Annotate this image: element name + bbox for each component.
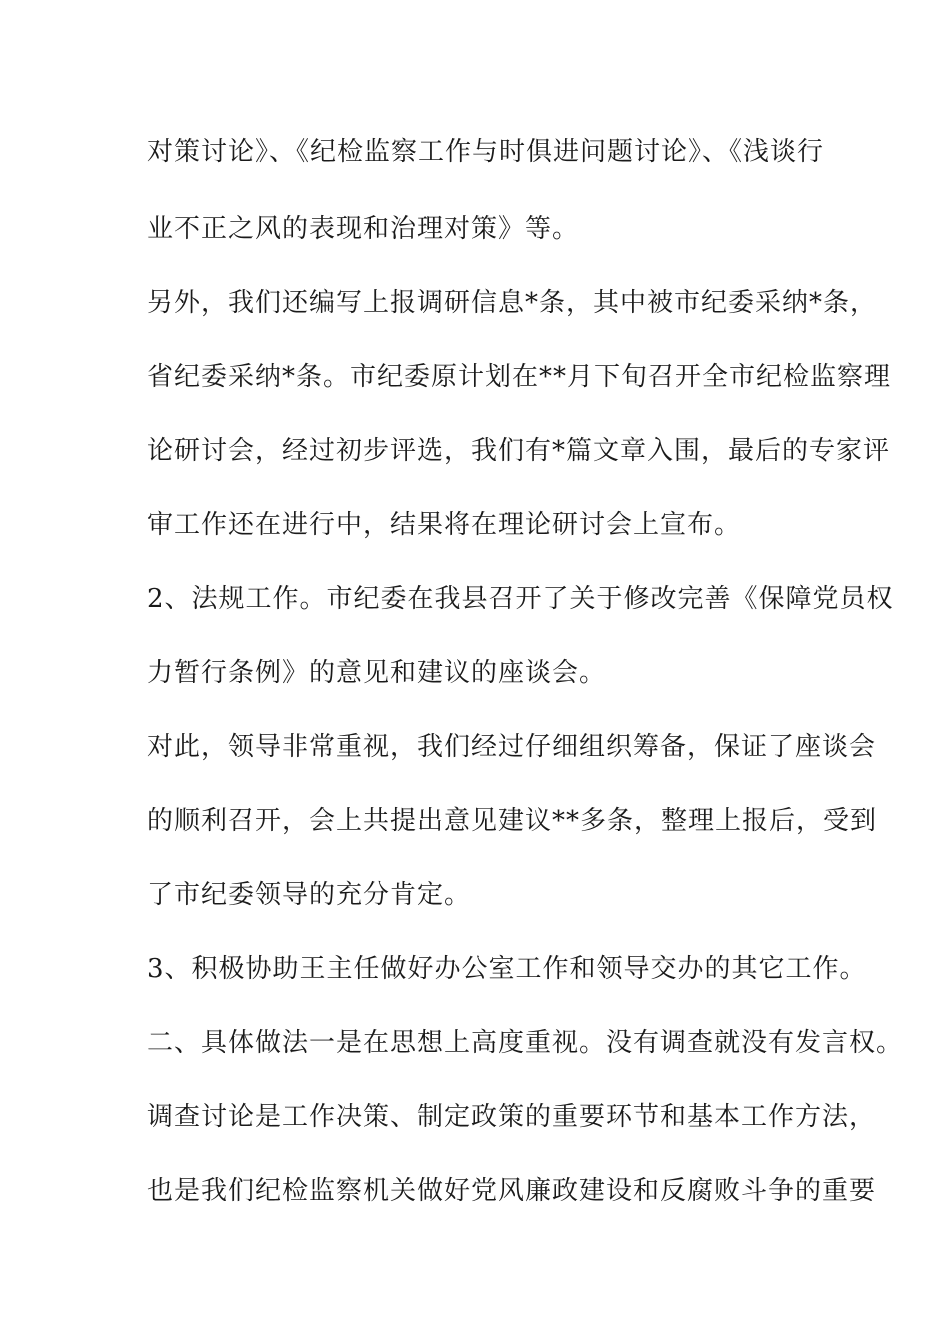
text-line: 对此，领导非常重视，我们经过仔细组织筹备，保证了座谈会 bbox=[147, 732, 877, 762]
text-line: 业不正之风的表现和治理对策》等。 bbox=[147, 214, 580, 244]
text-line: 2、法规工作。市纪委在我县召开了关于修改完善《保障党员权 bbox=[147, 584, 894, 614]
text-line: 论研讨会，经过初步评选，我们有*篇文章入围，最后的专家评 bbox=[147, 436, 891, 466]
text-line: 调查讨论是工作决策、制定政策的重要环节和基本工作方法， bbox=[147, 1102, 877, 1132]
text-line: 也是我们纪检监察机关做好党风廉政建设和反腐败斗争的重要 bbox=[147, 1176, 877, 1206]
text-line: 了市纪委领导的充分肯定。 bbox=[147, 880, 472, 910]
text-line: 力暂行条例》的意见和建议的座谈会。 bbox=[147, 658, 607, 688]
text-line: 二、具体做法一是在思想上高度重视。没有调查就没有发言权。 bbox=[147, 1028, 904, 1058]
text-line: 对策讨论》、《纪检监察工作与时俱进问题讨论》、《浅谈行 bbox=[147, 137, 825, 167]
text-line: 审工作还在进行中，结果将在理论研讨会上宣布。 bbox=[147, 510, 742, 540]
text-line: 的顺利召开，会上共提出意见建议**多条，整理上报后，受到 bbox=[147, 806, 878, 836]
text-line: 另外，我们还编写上报调研信息*条，其中被市纪委采纳*条， bbox=[147, 288, 878, 318]
text-line: 3、积极协助王主任做好办公室工作和领导交办的其它工作。 bbox=[147, 954, 867, 984]
text-line: 省纪委采纳*条。市纪委原计划在**月下旬召开全市纪检监察理 bbox=[147, 362, 892, 392]
